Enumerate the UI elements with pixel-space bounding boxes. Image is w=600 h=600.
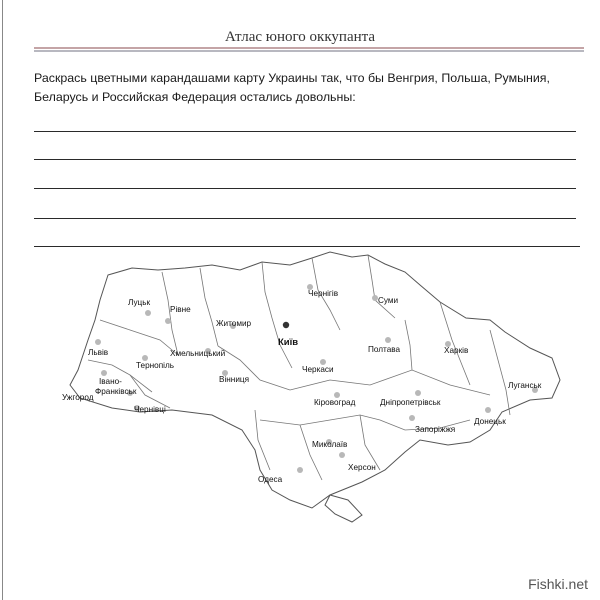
map-label-chernihiv: Чернігів [308, 289, 339, 298]
instruction-text: Раскрась цветными карандашами карту Украины так, что бы Венгрия, Польша, Румыния, Беларусь и Российская Федерация остались довольны: [34, 71, 550, 104]
map-label-zaporizhzhia: Запоріжжя [415, 425, 456, 434]
map-label-lutsk: Луцьк [128, 298, 151, 307]
map-label-zhytomyr: Житомир [216, 319, 252, 328]
watermark: Fishki.net [528, 576, 588, 592]
map-label-mykolaiv: Миколаїв [312, 440, 348, 449]
map-label-chernivtsi: Чернівці [134, 405, 166, 414]
map-label-ivano-frankivsk: Франківськ [95, 387, 137, 396]
map-label-lviv: Львів [88, 348, 109, 357]
map-label-uzhhorod: Ужгород [62, 393, 94, 402]
map-label-kharkiv: Харків [444, 346, 469, 355]
map-label-luhansk: Луганськ [508, 381, 542, 390]
map-label-ivano-frankivsk: Івано- [99, 377, 122, 386]
map-label-kirovohrad: Кіровоград [314, 398, 356, 407]
kyiv-marker [283, 322, 289, 328]
page-title: Атлас юного оккупанта [224, 29, 376, 45]
map-label-khmelnytskyi: Хмельницький [170, 349, 226, 358]
map-label-odesa: Одеса [258, 475, 283, 484]
map-label-donetsk: Донецьк [474, 417, 506, 426]
map-label-rivne: Рівне [170, 305, 191, 314]
map-label-poltava: Полтава [368, 345, 401, 354]
map-label-cherkasy: Черкаси [302, 365, 334, 374]
map-label-kyiv: Київ [278, 337, 299, 348]
map-label-vinnytsia: Вінниця [219, 375, 250, 384]
map-label-sumy: Суми [378, 296, 399, 305]
map-label-ternopil: Тернопіль [136, 361, 175, 370]
map-label-kherson: Херсон [348, 463, 376, 472]
map-label-dnipropetrovsk: Дніпропетрівськ [380, 398, 441, 407]
